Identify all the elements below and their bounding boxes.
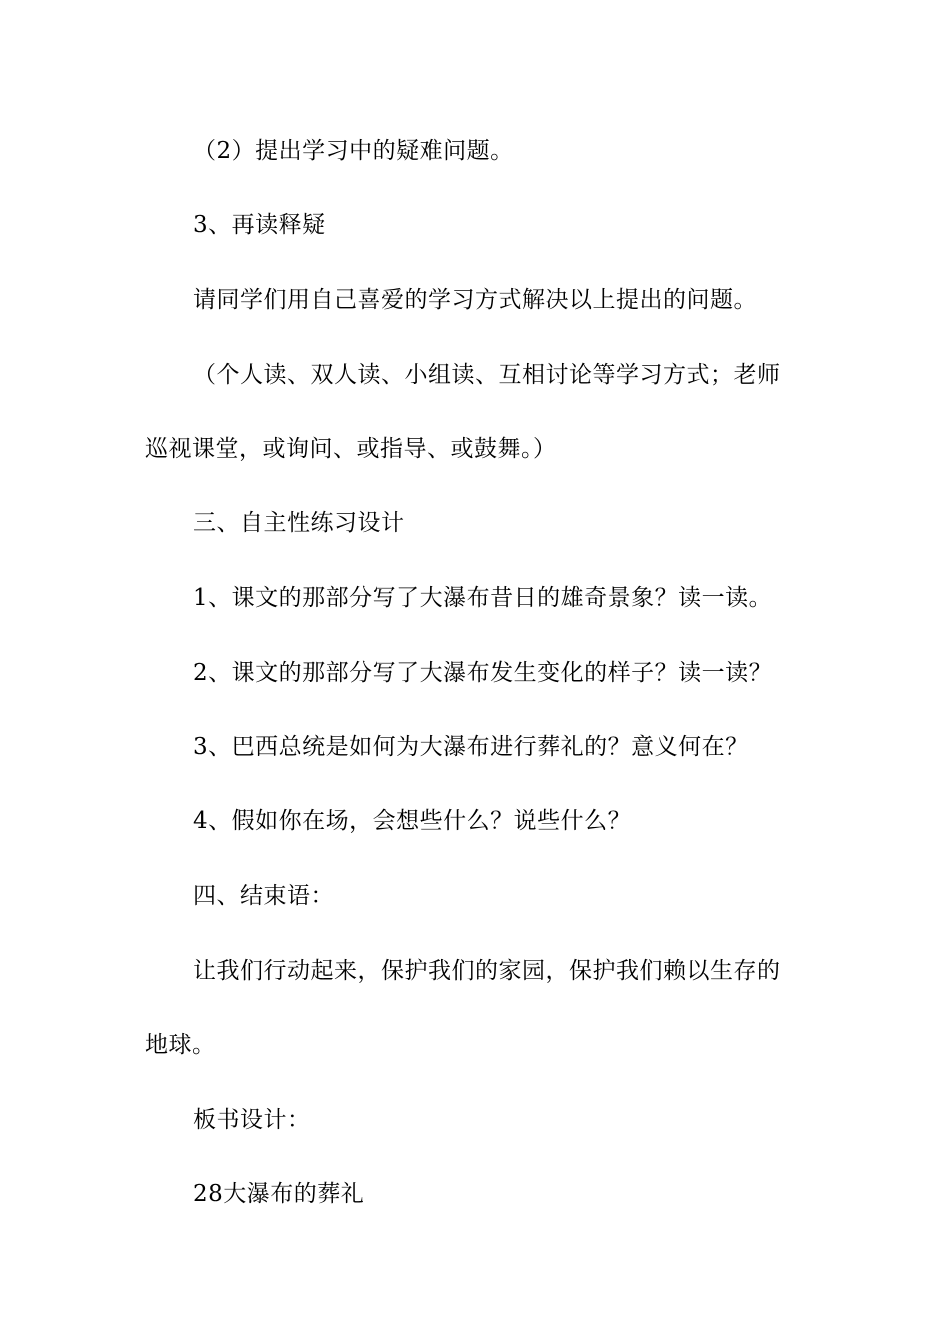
section-heading: 四、结束语： — [193, 883, 334, 909]
paragraph-line: 3、再读释疑 — [193, 212, 326, 238]
paragraph-line: 地球。 — [145, 1032, 216, 1058]
paragraph-line: 请同学们用自己喜爱的学习方式解决以上提出的问题。 — [193, 287, 757, 313]
paragraph-line: 板书设计： — [193, 1107, 311, 1133]
paragraph-line: 2、课文的那部分写了大瀑布发生变化的样子？读一读？ — [193, 660, 773, 686]
paragraph-line: （2）提出学习中的疑难问题。 — [193, 138, 514, 164]
paragraph-line: （个人读、双人读、小组读、互相讨论等学习方式；老师 — [193, 362, 781, 388]
section-heading: 三、自主性练习设计 — [193, 510, 405, 536]
paragraph-line: 28大瀑布的葬礼 — [193, 1181, 365, 1207]
paragraph-line: 巡视课堂，或询问、或指导、或鼓舞。） — [145, 436, 557, 462]
paragraph-line: 1、课文的那部分写了大瀑布昔日的雄奇景象？读一读。 — [193, 585, 773, 611]
paragraph-line: 3、巴西总统是如何为大瀑布进行葬礼的？意义何在？ — [193, 734, 749, 760]
paragraph-line: 4、假如你在场，会想些什么？说些什么？ — [193, 808, 632, 834]
paragraph-line: 让我们行动起来，保护我们的家园，保护我们赖以生存的 — [193, 958, 781, 984]
